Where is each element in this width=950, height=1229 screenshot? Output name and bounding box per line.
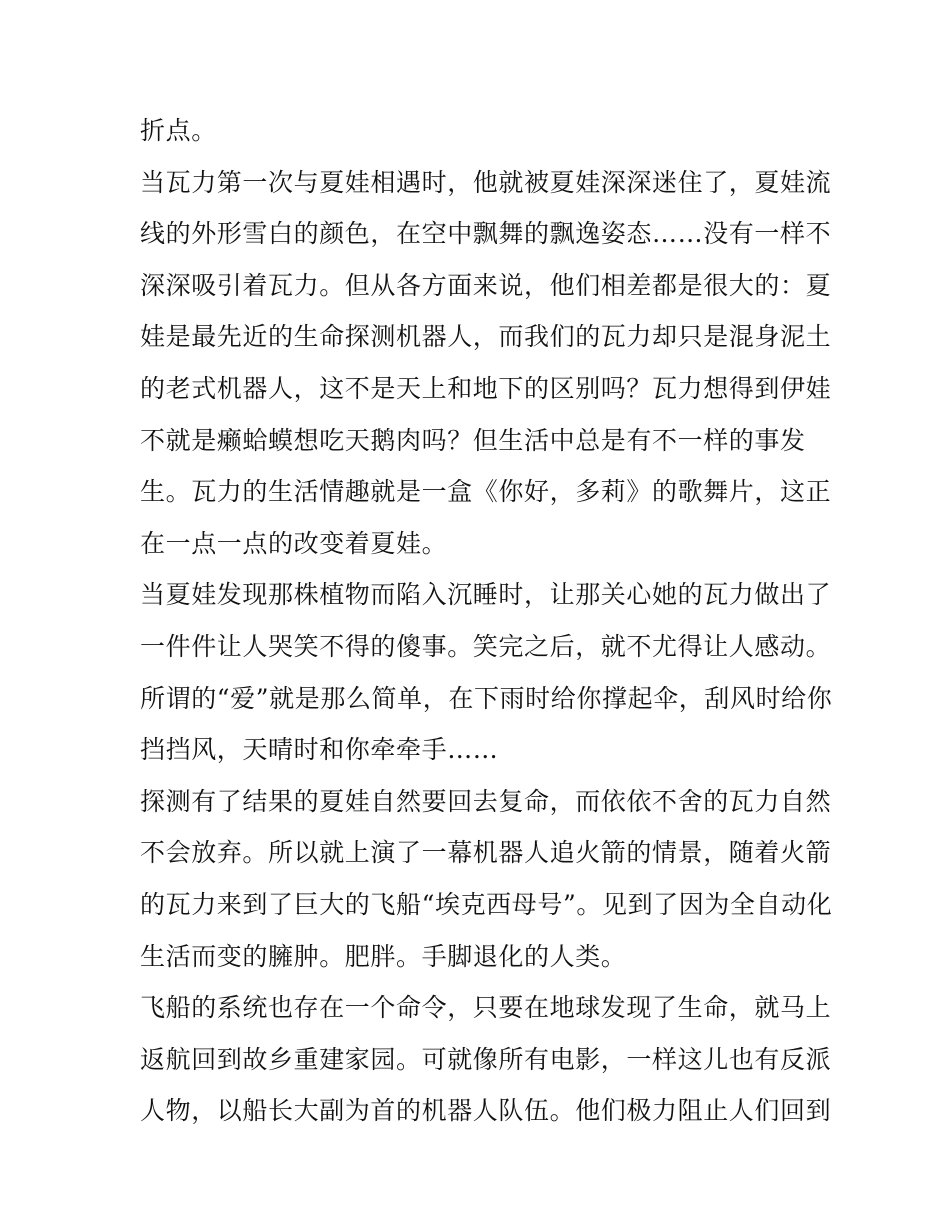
text-line: 当夏娃发现那株植物而陷入沉睡时，让那关心她的瓦力做出了 (140, 580, 832, 610)
text-line: 线的外形雪白的颜色，在空中飘舞的飘逸姿态……没有一样不 (140, 219, 832, 249)
text-line: 所谓的“爱”就是那么简单，在下雨时给你撑起伞，刮风时给你 (140, 683, 833, 713)
text-line: 不会放弃。所以就上演了一幕机器人追火箭的情景，随着火箭 (140, 838, 832, 868)
text-line: 探测有了结果的夏娃自然要回去复命，而依依不舍的瓦力自然 (140, 786, 832, 816)
text-line: 挡挡风，天晴时和你牵牵手…… (140, 735, 499, 765)
text-line: 生。瓦力的生活情趣就是一盒《你好，多莉》的歌舞片，这正 (140, 477, 832, 507)
text-line: 人物，以船长大副为首的机器人队伍。他们极力阻止人们回到 (140, 1096, 832, 1126)
text-line: 的瓦力来到了巨大的飞船“埃克西母号”。见到了因为全自动化 (140, 889, 833, 919)
text-line: 娃是最先近的生命探测机器人，而我们的瓦力却只是混身泥土 (140, 322, 832, 352)
text-line: 在一点一点的改变着夏娃。 (140, 528, 448, 558)
text-line: 深深吸引着瓦力。但从各方面来说，他们相差都是很大的：夏 (140, 270, 832, 300)
text-line: 折点。 (140, 116, 217, 145)
text-line: 生活而变的臃肿。肥胖。手脚退化的人类。 (140, 941, 627, 971)
body-text (140, 105, 833, 1137)
text-line: 的老式机器人，这不是天上和地下的区别吗？瓦力想得到伊娃 (140, 373, 832, 403)
text-line: 飞船的系统也存在一个命令，只要在地球发现了生命，就马上 (140, 993, 832, 1023)
text-line: 不就是癞蛤蟆想吃天鹅肉吗？但生活中总是有不一样的事发 (140, 425, 806, 455)
text-line: 返航回到故乡重建家园。可就像所有电影，一样这儿也有反派 (140, 1044, 832, 1074)
text-line: 当瓦力第一次与夏娃相遇时，他就被夏娃深深迷住了，夏娃流 (140, 167, 832, 197)
text-line: 一件件让人哭笑不得的傻事。笑完之后，就不尤得让人感动。 (140, 631, 832, 661)
